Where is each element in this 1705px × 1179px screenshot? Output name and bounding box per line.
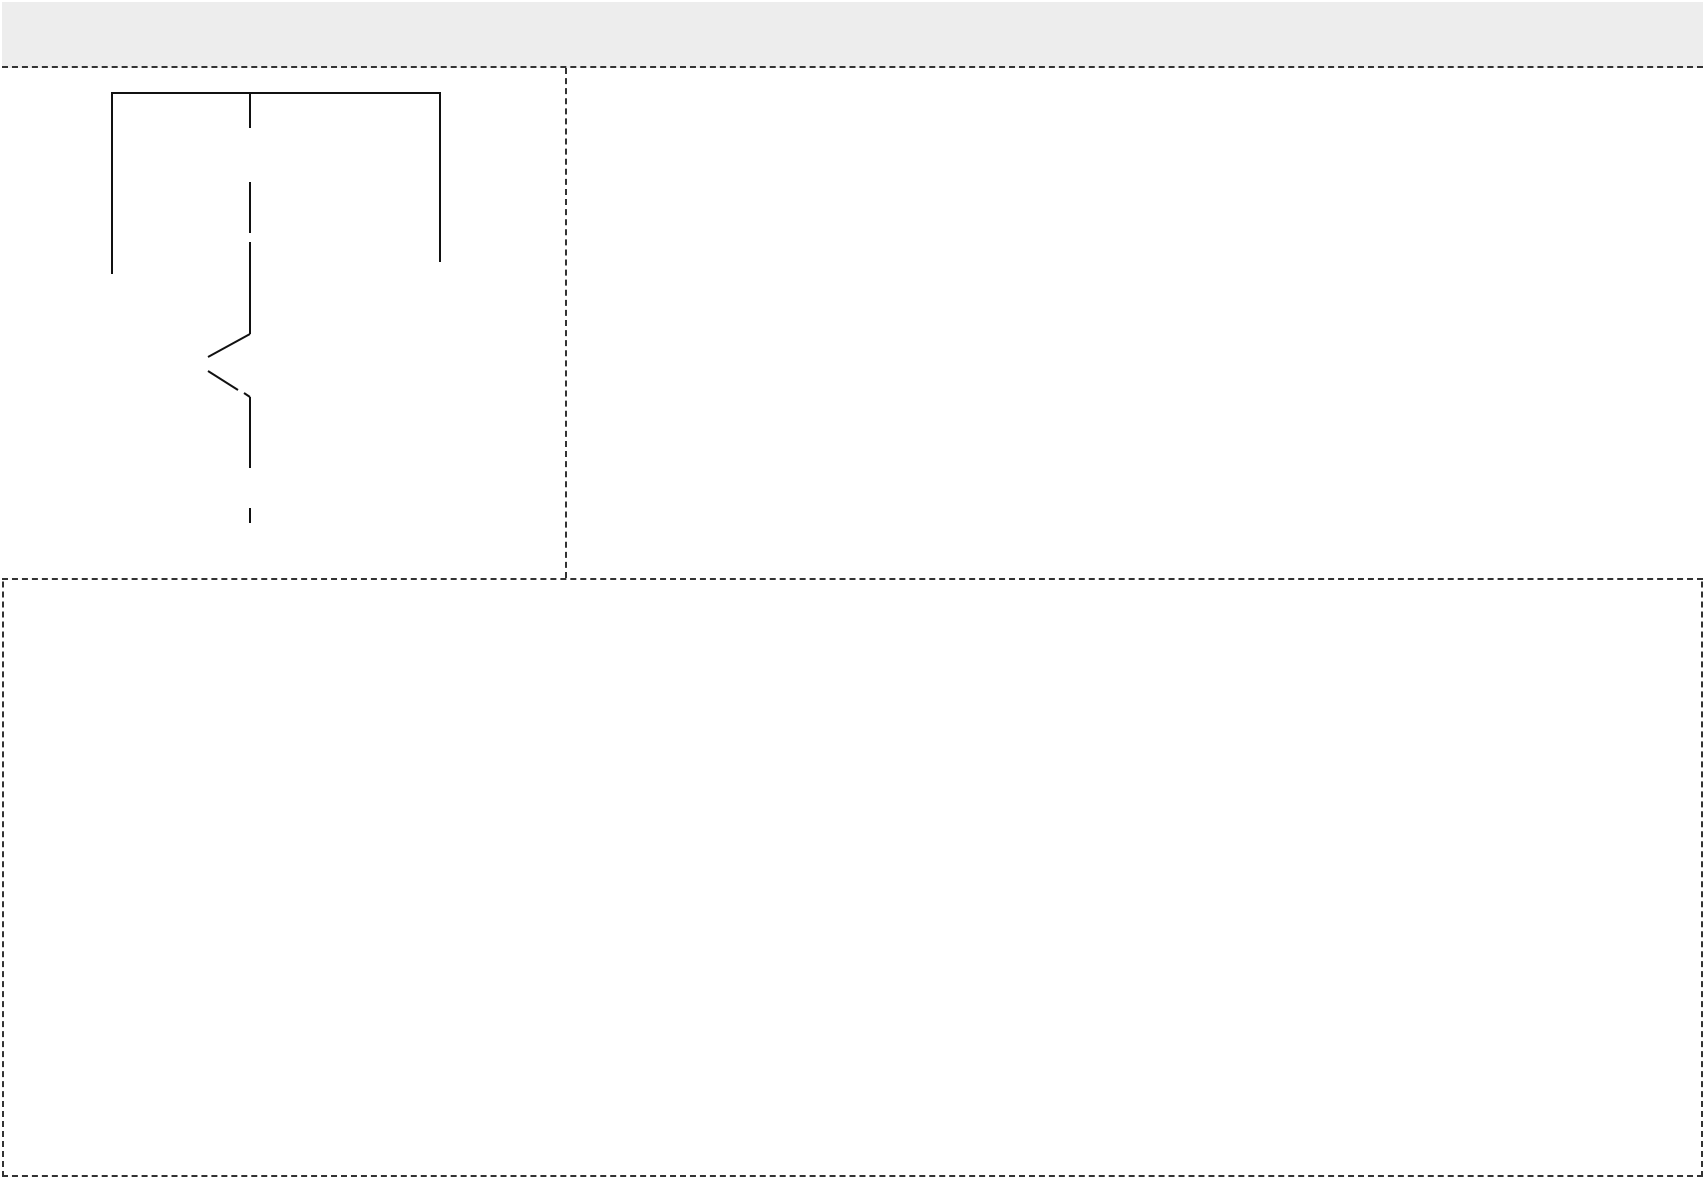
title-bar bbox=[2, 2, 1703, 68]
circuit-a-diagram bbox=[2, 68, 565, 578]
figure-row bbox=[2, 68, 1703, 580]
circuit-a bbox=[2, 68, 567, 578]
